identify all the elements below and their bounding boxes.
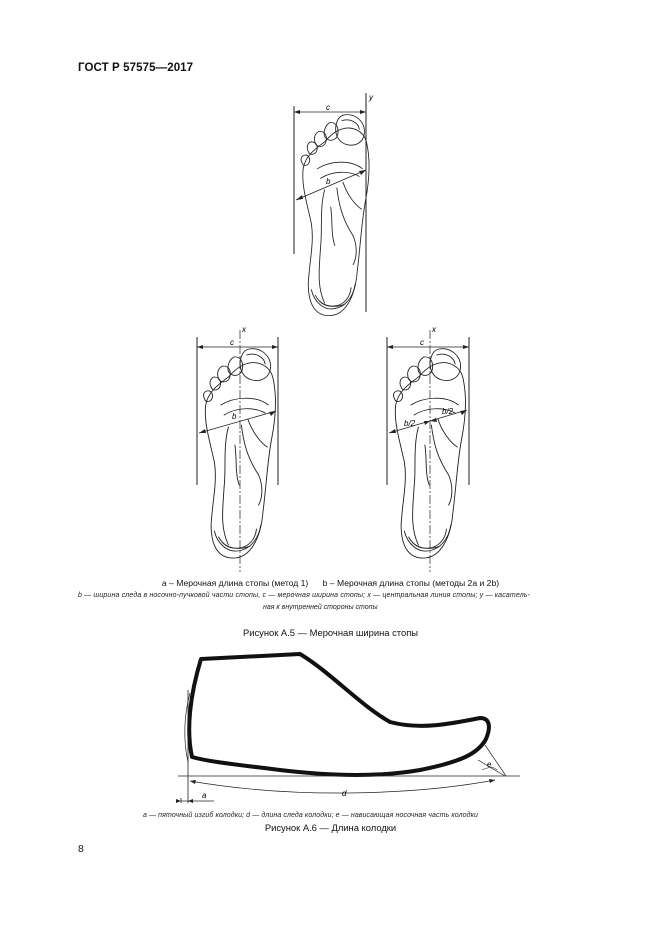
label-x-left: x [242,325,246,334]
foot-figure-top [294,93,374,316]
label-x-right: x [432,325,436,334]
foot-figure-right [387,325,469,572]
foot-figure-left [197,325,278,572]
label-y: y [369,93,373,102]
label-a-heel: a [202,791,207,800]
page-number: 8 [78,843,84,855]
figure-a5-note-line1: b — ширина следа в носочно-пучковой части стопы, c — мерочная ширина стопы; x — центральная линия стопы; y — касатель- [78,592,531,599]
label-half-b-right: b/2 [442,407,454,416]
methods-caption: a – Мерочная длина стопы (метод 1) b – Мерочная длина стопы (методы 2a и 2b) [161,578,500,588]
figure-a6-note: a — пяточный изгиб колодки; d — длина следа колодки; e — нависающая носочная часть колодки [143,812,479,819]
label-b-top: b [326,177,331,186]
standard-header: ГОСТ Р 57575—2017 [78,62,194,74]
label-c-top: c [326,103,330,112]
figure-a5-title: Рисунок А.5 — Мерочная ширина стопы [242,627,419,638]
label-c-right: c [420,338,424,347]
label-e-toe: e [487,760,492,769]
label-d-length: d [342,789,347,798]
label-b-left: b [232,412,237,421]
figure-a6-title: Рисунок А.6 — Длина колодки [264,822,397,833]
label-c-left: c [230,338,234,347]
label-half-b-left: b/2 [404,419,416,428]
shoe-last-figure [176,654,520,803]
figure-a5-note-line2: ная к внутренней стороны стопы [263,604,378,611]
